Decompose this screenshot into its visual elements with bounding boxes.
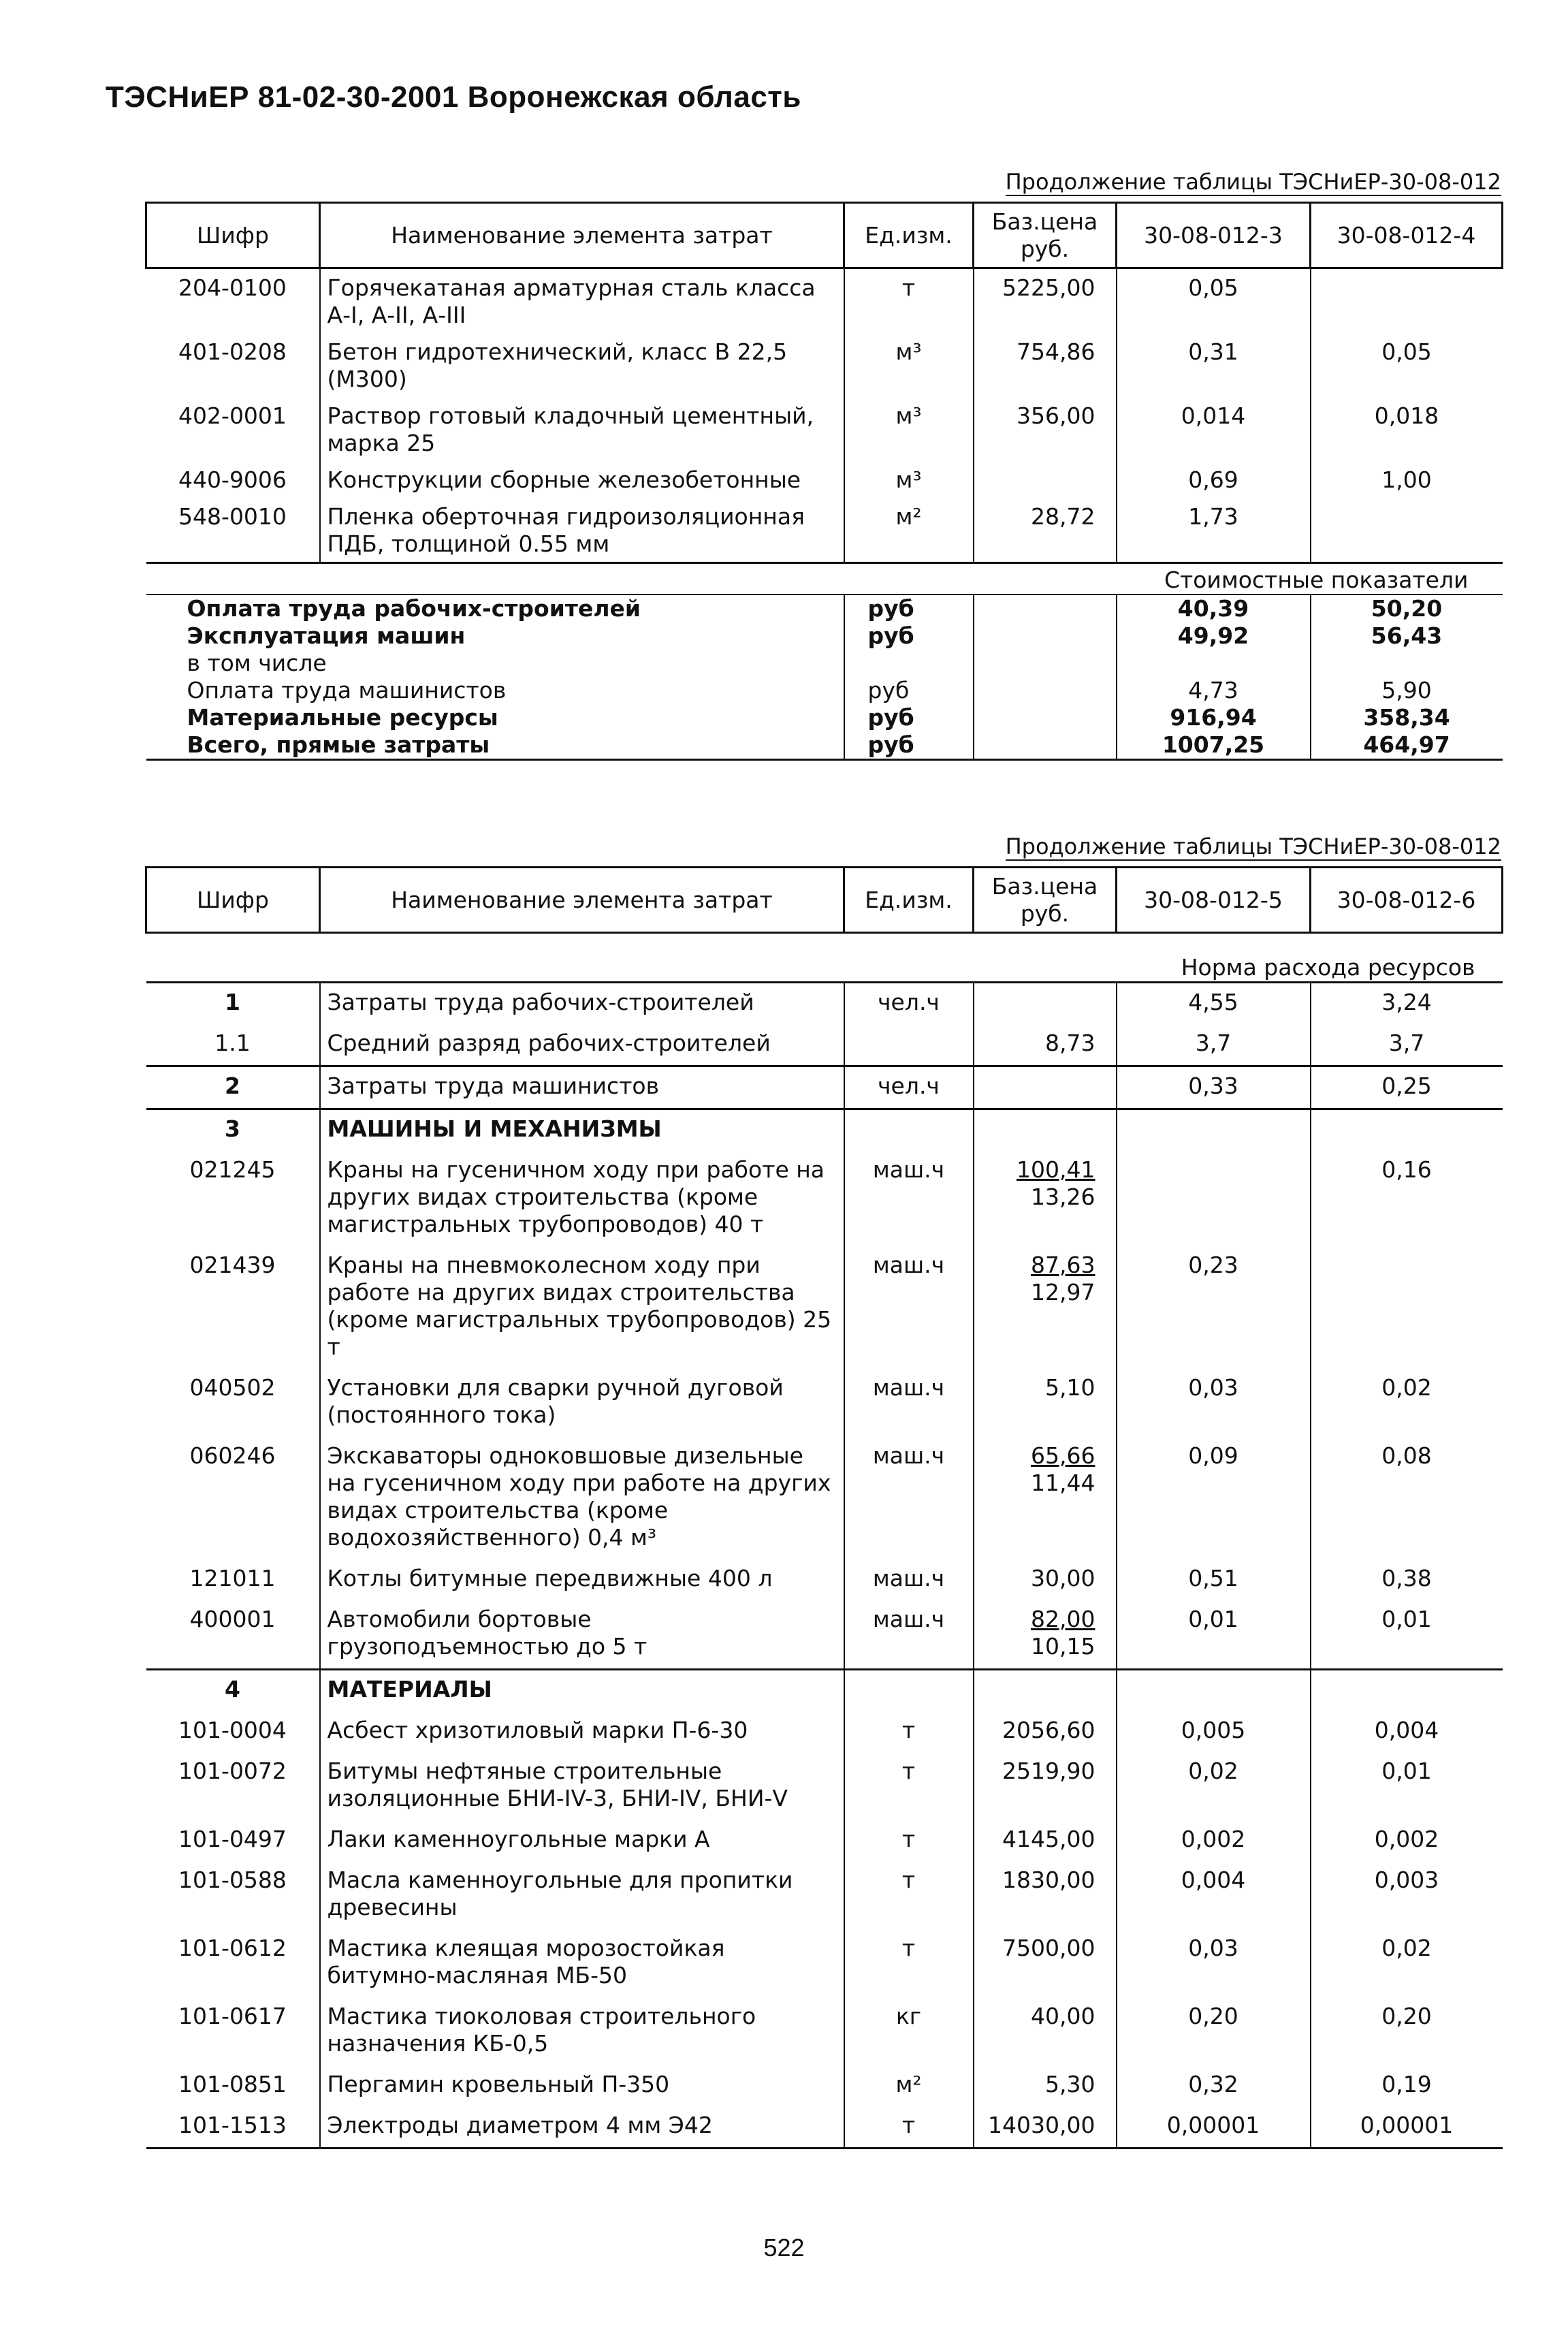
- norm-value-a: 0,51: [1117, 1559, 1311, 1600]
- resource-code: 400001: [189, 1606, 276, 1632]
- cost-value-a: 916,94: [1117, 704, 1311, 731]
- cost-empty: [974, 704, 1117, 731]
- table-row: [146, 1559, 1503, 1600]
- norm-value-a: 0,03: [1117, 1369, 1311, 1437]
- resource-unit: м³: [844, 333, 974, 397]
- resource-code: 101-0072: [178, 1758, 287, 1784]
- table-row: [146, 1752, 1503, 1820]
- resource-table-1: [145, 202, 1503, 761]
- resource-code: 121011: [189, 1565, 276, 1591]
- norm-value-a: 4,55: [1117, 983, 1311, 1025]
- resource-price: [974, 1820, 1117, 1861]
- resource-price: [974, 1109, 1117, 1152]
- norm-value-a: [1117, 1670, 1311, 1712]
- price-primary: 82,00: [1031, 1606, 1095, 1632]
- norm-value-b: 0,05: [1311, 333, 1503, 397]
- page-number: 522: [763, 2234, 805, 2262]
- price-primary: 2519,90: [1002, 1758, 1095, 1784]
- resource-code: 021245: [189, 1156, 276, 1183]
- cost-unit: руб: [844, 595, 974, 622]
- norm-value-b: 0,20: [1311, 1997, 1503, 2065]
- resource-price: [974, 2065, 1117, 2106]
- cost-value-a: 40,39: [1117, 595, 1311, 622]
- resource-price: [974, 1861, 1117, 1929]
- resource-code: 4: [146, 1670, 320, 1712]
- table-header-row: [146, 203, 1503, 268]
- cost-row: [146, 595, 1503, 622]
- col-header-code: Шифр: [146, 203, 320, 268]
- price-secondary: 11,44: [1031, 1470, 1095, 1496]
- table-continuation-label: Продолжение таблицы ТЭСНиЕР-30-08-012: [1005, 834, 1501, 859]
- resource-name: Электроды диаметром 4 мм Э42: [320, 2106, 844, 2149]
- price-primary: 87,63: [1031, 1252, 1095, 1278]
- resource-name: Пленка оберточная гидроизоляционная ПДБ, толщиной 0.55 мм: [320, 498, 844, 563]
- resource-name: Установки для сварки ручной дуговой (постоянного тока): [320, 1369, 844, 1437]
- resource-name: Лаки каменноугольные марки А: [320, 1820, 844, 1861]
- resource-price: [974, 1711, 1117, 1752]
- resource-price: [974, 1246, 1117, 1369]
- price-primary: 2056,60: [1002, 1717, 1095, 1743]
- table-row: [146, 498, 1503, 563]
- resource-unit: [844, 1109, 974, 1152]
- cost-empty: [974, 731, 1117, 760]
- resource-unit: т: [844, 2106, 974, 2149]
- norm-value-b: 3,24: [1311, 983, 1503, 1025]
- resource-code: 2: [146, 1066, 320, 1109]
- resource-unit: т: [844, 1820, 974, 1861]
- norm-value-a: 0,01: [1117, 1600, 1311, 1670]
- table-row: [146, 461, 1503, 498]
- col-header-price: Баз.цена руб.: [974, 203, 1117, 268]
- price-secondary: 10,15: [1031, 1633, 1095, 1660]
- table-row: [146, 1997, 1503, 2065]
- table-row: [146, 397, 1503, 461]
- resource-price: [974, 2106, 1117, 2149]
- resource-unit: [844, 1024, 974, 1066]
- resource-unit: м²: [844, 498, 974, 563]
- cost-label: Материальные ресурсы: [187, 704, 498, 731]
- resource-name: Масла каменноугольные для пропитки древесины: [320, 1861, 844, 1929]
- resource-name: Автомобили бортовые грузоподъемностью до 5 т: [320, 1600, 844, 1670]
- col-header-norm-a: 30-08-012-3: [1117, 203, 1311, 268]
- cost-value-b: 464,97: [1311, 731, 1503, 760]
- cost-value-b: 50,20: [1311, 595, 1503, 622]
- cost-value-b: 56,43: [1311, 622, 1503, 650]
- resource-unit: м³: [844, 397, 974, 461]
- price-primary: 1830,00: [1002, 1867, 1095, 1893]
- cost-caption: Стоимостные показатели: [146, 563, 1503, 595]
- norm-value-a: 0,23: [1117, 1246, 1311, 1369]
- resource-price: [974, 1066, 1117, 1109]
- norm-value-a: 0,33: [1117, 1066, 1311, 1109]
- norm-value-a: 3,7: [1117, 1024, 1311, 1066]
- norm-value-b: [1311, 268, 1503, 334]
- cost-empty: [974, 622, 1117, 650]
- norm-value-a: 0,014: [1117, 397, 1311, 461]
- resource-name: Краны на пневмоколесном ходу при работе на других видах строительства (кроме магистральных трубопроводов) 25 т: [320, 1246, 844, 1369]
- cost-row: [146, 731, 1503, 760]
- table-row: [146, 1820, 1503, 1861]
- table-row: [146, 1861, 1503, 1929]
- cost-label: в том числе: [187, 650, 327, 676]
- resource-price: [974, 1024, 1117, 1066]
- table-row: [146, 1711, 1503, 1752]
- resource-code: 1.1: [214, 1030, 251, 1056]
- resource-price: [974, 1437, 1117, 1559]
- norm-caption-row: [146, 933, 1503, 983]
- resource-code: 021439: [189, 1252, 276, 1278]
- price-primary: 4145,00: [1002, 1826, 1095, 1852]
- resource-unit: т: [844, 268, 974, 334]
- cost-caption-row: [146, 563, 1503, 595]
- resource-code: 548-0010: [178, 503, 287, 530]
- col-header-norm-b: 30-08-012-4: [1311, 203, 1503, 268]
- resource-unit: маш.ч: [844, 1437, 974, 1559]
- price-primary: 100,41: [1017, 1156, 1095, 1183]
- cost-value-a: 4,73: [1117, 677, 1311, 704]
- resource-code: 101-0004: [178, 1717, 287, 1743]
- col-header-code: Шифр: [146, 868, 320, 933]
- col-header-price: Баз.цена руб.: [974, 868, 1117, 933]
- norm-value-b: 1,00: [1311, 461, 1503, 498]
- resource-price: 5225,00: [974, 268, 1117, 334]
- norm-value-b: 0,002: [1311, 1820, 1503, 1861]
- price-primary: 5,10: [1045, 1374, 1095, 1401]
- resource-code: 101-0851: [178, 2071, 287, 2097]
- resource-unit: маш.ч: [844, 1151, 974, 1246]
- col-header-unit: Ед.изм.: [844, 203, 974, 268]
- resource-price: 356,00: [974, 397, 1117, 461]
- cost-row: [146, 622, 1503, 650]
- resource-price: [974, 1997, 1117, 2065]
- norm-value-b: [1311, 1109, 1503, 1152]
- col-header-name: Наименование элемента затрат: [320, 203, 844, 268]
- resource-code: 060246: [189, 1442, 276, 1469]
- norm-value-b: 0,02: [1311, 1369, 1503, 1437]
- table-row: [146, 1670, 1503, 1712]
- norm-value-b: [1311, 1246, 1503, 1369]
- resource-table-2: [145, 866, 1503, 2149]
- norm-value-a: 0,004: [1117, 1861, 1311, 1929]
- norm-value-b: 0,004: [1311, 1711, 1503, 1752]
- resource-name: Асбест хризотиловый марки П-6-30: [320, 1711, 844, 1752]
- resource-unit: м³: [844, 461, 974, 498]
- table-row: [146, 333, 1503, 397]
- norm-value-a: 0,31: [1117, 333, 1311, 397]
- cost-unit: руб: [844, 677, 974, 704]
- resource-name: Затраты труда рабочих-строителей: [320, 983, 844, 1025]
- resource-name: Котлы битумные передвижные 400 л: [320, 1559, 844, 1600]
- cost-unit: руб: [844, 731, 974, 760]
- norm-value-a: 0,005: [1117, 1711, 1311, 1752]
- resource-code: 402-0001: [178, 402, 287, 429]
- cost-value-b: 5,90: [1311, 677, 1503, 704]
- resource-price: [974, 1752, 1117, 1820]
- table-row: [146, 2065, 1503, 2106]
- norm-value-b: 0,02: [1311, 1929, 1503, 1997]
- col-header-norm-a: 30-08-012-5: [1117, 868, 1311, 933]
- resource-name: Затраты труда машинистов: [320, 1066, 844, 1109]
- resource-unit: т: [844, 1861, 974, 1929]
- resource-code: 101-0612: [178, 1935, 287, 1961]
- resource-price: [974, 1151, 1117, 1246]
- resource-unit: маш.ч: [844, 1369, 974, 1437]
- cost-unit: руб: [844, 704, 974, 731]
- resource-price: [974, 1929, 1117, 1997]
- resource-name: Мастика клеящая морозостойкая битумно-масляная МБ-50: [320, 1929, 844, 1997]
- resource-code: 401-0208: [178, 338, 287, 365]
- norm-value-a: 0,69: [1117, 461, 1311, 498]
- resource-unit: чел.ч: [844, 1066, 974, 1109]
- resource-name: Пергамин кровельный П-350: [320, 2065, 844, 2106]
- col-header-unit: Ед.изм.: [844, 868, 974, 933]
- resource-code: 101-0588: [178, 1867, 287, 1893]
- cost-label: Оплата труда рабочих-строителей: [187, 595, 641, 622]
- norm-value-a: 0,09: [1117, 1437, 1311, 1559]
- norm-value-a: 0,05: [1117, 268, 1311, 334]
- price-primary: 30,00: [1031, 1565, 1095, 1591]
- cost-row: [146, 677, 1503, 704]
- norm-value-b: 0,01: [1311, 1600, 1503, 1670]
- resource-unit: м²: [844, 2065, 974, 2106]
- norm-value-a: 1,73: [1117, 498, 1311, 563]
- resource-unit: т: [844, 1711, 974, 1752]
- cost-value-a: 1007,25: [1117, 731, 1311, 760]
- price-secondary: 12,97: [1031, 1279, 1095, 1305]
- resource-unit: [844, 1670, 974, 1712]
- resource-unit: чел.ч: [844, 983, 974, 1025]
- price-secondary: 13,26: [1031, 1184, 1095, 1210]
- cost-value-a: [1117, 650, 1311, 677]
- table-row: [146, 1024, 1503, 1066]
- cost-value-a: 49,92: [1117, 622, 1311, 650]
- table-continuation-label: Продолжение таблицы ТЭСНиЕР-30-08-012: [1005, 169, 1501, 195]
- norm-value-a: 0,32: [1117, 2065, 1311, 2106]
- cost-value-b: 358,34: [1311, 704, 1503, 731]
- cost-row: [146, 650, 1503, 677]
- cost-empty: [974, 677, 1117, 704]
- norm-value-a: [1117, 1109, 1311, 1152]
- resource-price: [974, 461, 1117, 498]
- resource-price: [974, 1369, 1117, 1437]
- resource-code: 040502: [189, 1374, 276, 1401]
- cost-empty: [974, 650, 1117, 677]
- resource-name: Краны на гусеничном ходу при работе на других видах строительства (кроме магистральных трубопроводов) 40 т: [320, 1151, 844, 1246]
- resource-name: МАТЕРИАЛЫ: [320, 1670, 844, 1712]
- cost-value-b: [1311, 650, 1503, 677]
- cost-label: Эксплуатация машин: [187, 622, 466, 649]
- table-row: [146, 1369, 1503, 1437]
- resource-unit: маш.ч: [844, 1246, 974, 1369]
- resource-unit: т: [844, 1752, 974, 1820]
- resource-code: 1: [146, 983, 320, 1025]
- cost-row: [146, 704, 1503, 731]
- cost-unit: руб: [844, 622, 974, 650]
- resource-name: Битумы нефтяные строительные изоляционные БНИ-IV-3, БНИ-IV, БНИ-V: [320, 1752, 844, 1820]
- resource-name: Мастика тиоколовая строительного назначения КБ-0,5: [320, 1997, 844, 2065]
- resource-unit: маш.ч: [844, 1559, 974, 1600]
- table-row: [146, 1437, 1503, 1559]
- price-primary: 40,00: [1031, 2003, 1095, 2029]
- resource-price: [974, 1559, 1117, 1600]
- norm-value-a: 0,03: [1117, 1929, 1311, 1997]
- norm-value-b: 0,38: [1311, 1559, 1503, 1600]
- price-primary: 65,66: [1031, 1442, 1095, 1469]
- table-row: [146, 1246, 1503, 1369]
- table-row: [146, 1929, 1503, 1997]
- resource-price: [974, 1600, 1117, 1670]
- resource-price: [974, 983, 1117, 1025]
- norm-value-a: 0,00001: [1117, 2106, 1311, 2149]
- resource-name: Конструкции сборные железобетонные: [320, 461, 844, 498]
- norm-value-b: 0,16: [1311, 1151, 1503, 1246]
- table-row: [146, 1600, 1503, 1670]
- price-primary: 7500,00: [1002, 1935, 1095, 1961]
- table-row: [146, 1151, 1503, 1246]
- resource-code: 101-0617: [178, 2003, 287, 2029]
- resource-unit: кг: [844, 1997, 974, 2065]
- table-row: [146, 268, 1503, 334]
- resource-name: Бетон гидротехнический, класс В 22,5 (М300): [320, 333, 844, 397]
- norm-caption: Норма расхода ресурсов: [146, 933, 1503, 983]
- table-row: [146, 983, 1503, 1025]
- resource-code: 101-0497: [178, 1826, 287, 1852]
- norm-value-b: 0,08: [1311, 1437, 1503, 1559]
- col-header-norm-b: 30-08-012-6: [1311, 868, 1503, 933]
- cost-empty: [974, 595, 1117, 622]
- resource-code: 101-1513: [146, 2106, 320, 2149]
- col-header-name: Наименование элемента затрат: [320, 868, 844, 933]
- resource-name: МАШИНЫ И МЕХАНИЗМЫ: [320, 1109, 844, 1152]
- norm-value-a: 0,02: [1117, 1752, 1311, 1820]
- norm-value-b: [1311, 498, 1503, 563]
- page-title: ТЭСНиЕР 81-02-30-2001 Воронежская область: [106, 80, 801, 114]
- resource-code: 3: [146, 1109, 320, 1152]
- cost-unit: [844, 650, 974, 677]
- norm-value-a: 0,002: [1117, 1820, 1311, 1861]
- table-header-row: [146, 868, 1503, 933]
- cost-label: Всего, прямые затраты: [146, 731, 844, 760]
- resource-name: Раствор готовый кладочный цементный, марка 25: [320, 397, 844, 461]
- price-primary: 5,30: [1045, 2071, 1095, 2097]
- price-primary: 14030,00: [988, 2112, 1095, 2138]
- norm-value-b: 3,7: [1311, 1024, 1503, 1066]
- price-primary: 8,73: [1045, 1030, 1095, 1056]
- norm-value-b: 0,19: [1311, 2065, 1503, 2106]
- resource-unit: т: [844, 1929, 974, 1997]
- norm-value-b: 0,00001: [1311, 2106, 1503, 2149]
- norm-value-b: 0,003: [1311, 1861, 1503, 1929]
- norm-value-b: 0,018: [1311, 397, 1503, 461]
- resource-name: Горячекатаная арматурная сталь класса А-I, А-II, А-III: [320, 268, 844, 334]
- norm-value-b: 0,25: [1311, 1066, 1503, 1109]
- table-row: [146, 2106, 1503, 2149]
- resource-price: 754,86: [974, 333, 1117, 397]
- resource-price: 28,72: [974, 498, 1117, 563]
- cost-label: Оплата труда машинистов: [187, 677, 507, 703]
- norm-value-a: [1117, 1151, 1311, 1246]
- norm-value-b: [1311, 1670, 1503, 1712]
- table-row: [146, 1109, 1503, 1152]
- resource-name: Средний разряд рабочих-строителей: [320, 1024, 844, 1066]
- resource-unit: маш.ч: [844, 1600, 974, 1670]
- norm-value-a: 0,20: [1117, 1997, 1311, 2065]
- resource-price: [974, 1670, 1117, 1712]
- resource-name: Экскаваторы одноковшовые дизельные на гусеничном ходу при работе на других видах строительства (кроме водохозяйственного) 0,4 м³: [320, 1437, 844, 1559]
- norm-value-b: 0,01: [1311, 1752, 1503, 1820]
- resource-code: 204-0100: [178, 274, 287, 301]
- table-row: [146, 1066, 1503, 1109]
- resource-code: 440-9006: [178, 466, 287, 493]
